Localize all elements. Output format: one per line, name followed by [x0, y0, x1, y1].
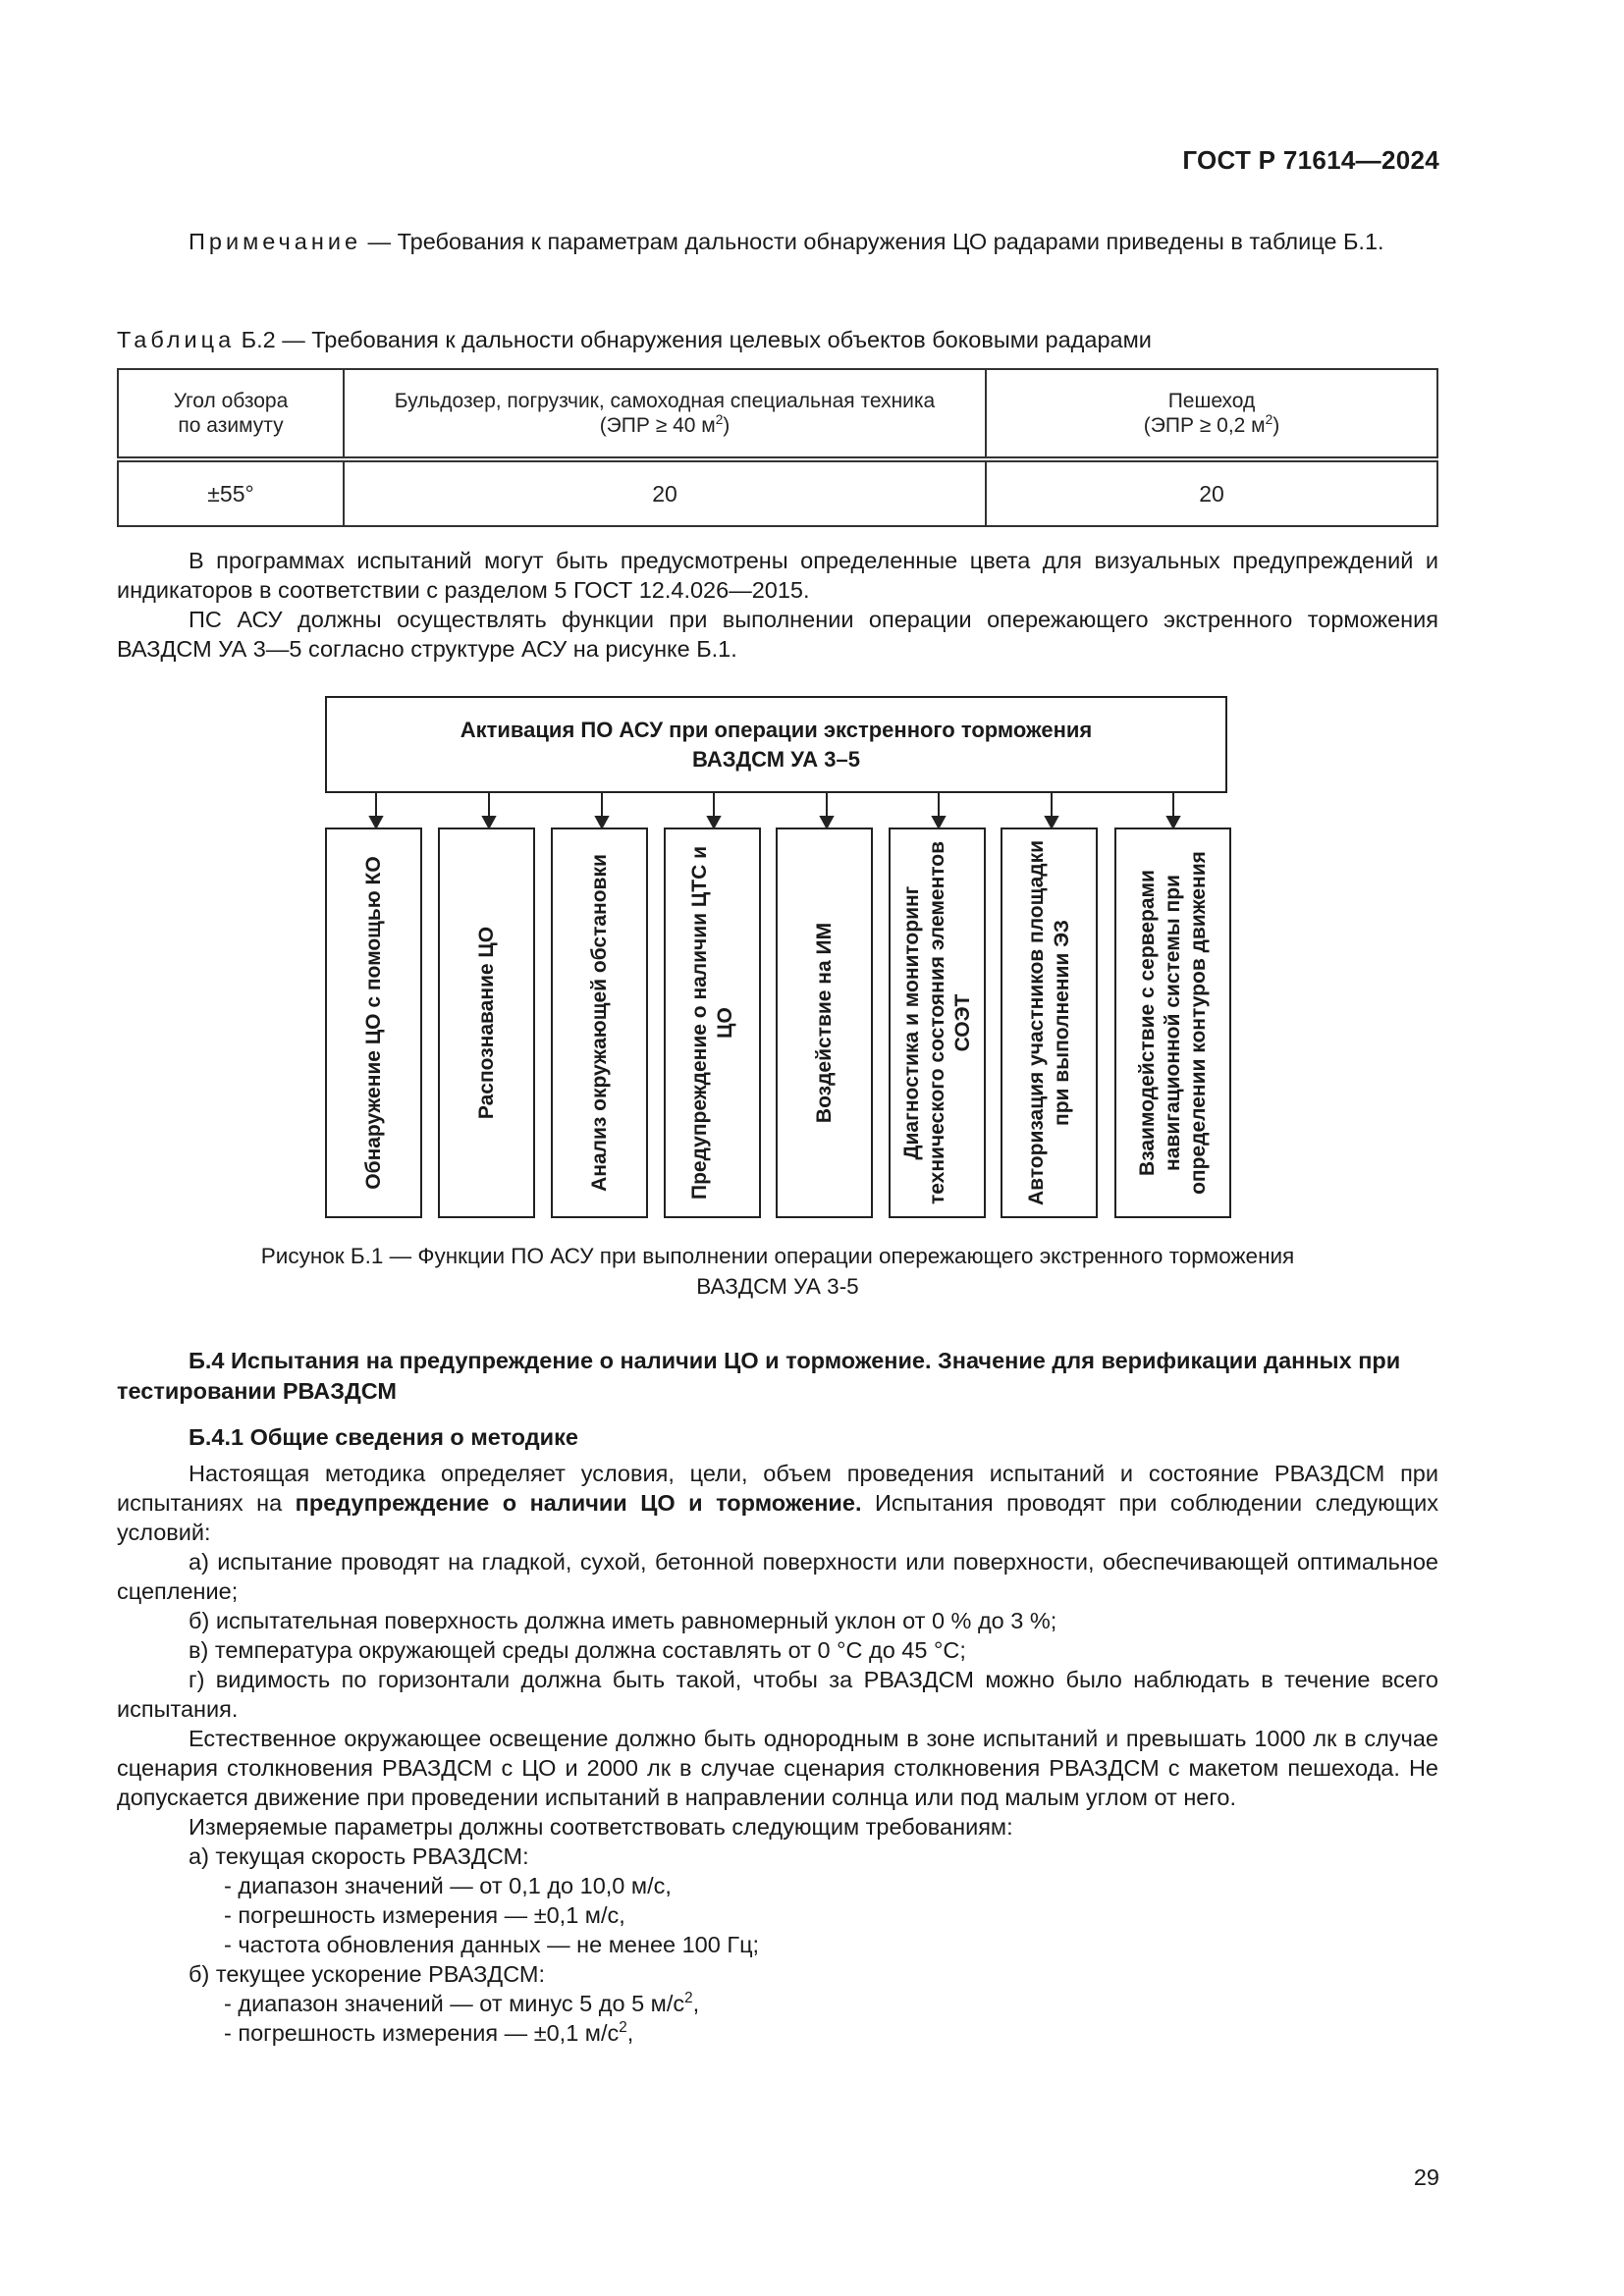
list-item: б) испытательная поверхность должна иметь равномерный уклон от 0 % до 3 %;: [189, 1608, 1057, 1633]
function-box-analysis: Анализ окружающей обстановки: [551, 828, 648, 1218]
table-label: Таблица: [117, 327, 236, 352]
header-cell-angle: Угол обзора по азимуту: [118, 369, 344, 459]
diagram-top-box: Активация ПО АСУ при операции экстренного торможения ВАЗДСМ УА 3–5: [325, 696, 1227, 793]
function-box-authorization: Авторизация участников площадки при выполнении ЭЗ: [1001, 828, 1098, 1218]
paragraph-colors: В программах испытаний могут быть предусмотрены определенные цвета для визуальных предупреждений и индикаторов в соответствии с разделом 5 ГОСТ 12.4.026—2015.: [117, 548, 1438, 603]
function-box-warning: Предупреждение о наличии ЦТС и ЦО: [664, 828, 761, 1218]
list-item: в) температура окружающей среды должна составлять от 0 °С до 45 °С;: [189, 1637, 966, 1663]
list-item: г) видимость по горизонтали должна быть такой, чтобы за РВАЗДСМ можно было наблюдать в течение всего испытания.: [117, 1667, 1438, 1722]
function-box-detection: Обнаружение ЦО с помощью КО: [325, 828, 422, 1218]
section-heading: Б.4 Испытания на предупреждение о наличии ЦО и торможение. Значение для верификации данных при тестировании РВАЗДСМ: [117, 1348, 1401, 1404]
list-item: - частота обновления данных — не менее 100 Гц;: [224, 1932, 760, 1957]
list-item: а) текущая скорость РВАЗДСМ:: [189, 1843, 529, 1869]
subsection-heading: Б.4.1 Общие сведения о методике: [189, 1424, 578, 1450]
paragraph-functions: ПС АСУ должны осуществлять функции при выполнении операции опережающего экстренного торможения ВАЗДСМ УА 3—5 согласно структуре АСУ на рисунке Б.1.: [117, 607, 1438, 662]
measured-intro: Измеряемые параметры должны соответствовать следующим требованиям:: [189, 1814, 1013, 1840]
list-item: б) текущее ускорение РВАЗДСМ:: [189, 1961, 546, 1987]
header-cell-pedestrian: Пешеход (ЭПР ≥ 0,2 $м^2$): [986, 369, 1437, 459]
header-cell-machinery: Бульдозер, погрузчик, самоходная специальная техника (ЭПР ≥ 40 $м^2$): [344, 369, 986, 459]
lighting-paragraph: Естественное окружающее освещение должно быть однородным в зоне испытаний и превышать 1000 лк в случае сценария столкновения РВАЗДСМ с ЦО и 2000 лк в случае сценария столкновения РВАЗДСМ с макетом пешехода. Не допускается движение при проведении испытаний в направлении солнца или под малым углом от него.: [117, 1726, 1438, 1810]
intro-paragraph: Настоящая методика определяет условия, цели, объем проведения испытаний и состояние РВАЗДСМ при испытаниях на предупреждение о наличии ЦО и торможение. Испытания проводят при соблюдении следующих условий:: [117, 1461, 1438, 1545]
list-item: - диапазон значений — от минус 5 до 5 $м/с^2$,: [224, 1990, 700, 2016]
table-title-text: Б.2 — Требования к дальности обнаружения целевых объектов боковыми радарами: [235, 327, 1152, 352]
cell-pedestrian-range: 20: [986, 459, 1437, 526]
function-box-recognition: Распознавание ЦО: [438, 828, 535, 1218]
function-box-navigation: Взаимодействие с серверами навигационной системы при определении контуров движения: [1114, 828, 1231, 1218]
document-header: ГОСТ Р 71614—2024: [1182, 145, 1439, 175]
list-item: а) испытание проводят на гладкой, сухой, бетонной поверхности или поверхности, обеспечивающей оптимальное сцепление;: [117, 1549, 1438, 1604]
note-text: — Требования к параметрам дальности обнаружения ЦО радарами приведены в таблице Б.1.: [361, 229, 1384, 254]
section-b4: [117, 1346, 1438, 2048]
page-number: 29: [1413, 2164, 1439, 2190]
cell-angle: ±55°: [118, 459, 344, 526]
function-box-actuation: Воздействие на ИМ: [776, 828, 873, 1218]
function-box-diagnostics: Диагностика и мониторинг технического состояния элементов СОЭТ: [889, 828, 986, 1218]
list-item: - погрешность измерения — ±0,1 м/с,: [224, 1902, 625, 1928]
figure-caption: Рисунок Б.1 — Функции ПО АСУ при выполнении операции опережающего экстренного торможения ВАЗДСМ УА 3-5: [260, 1244, 1295, 1299]
cell-machinery-range: 20: [344, 459, 986, 526]
list-item: - погрешность измерения — ±0,1 $м/с^2$,: [224, 2019, 634, 2046]
list-item: - диапазон значений — от 0,1 до 10,0 м/с,: [224, 1873, 672, 1898]
note-label: Примечание: [189, 229, 362, 254]
